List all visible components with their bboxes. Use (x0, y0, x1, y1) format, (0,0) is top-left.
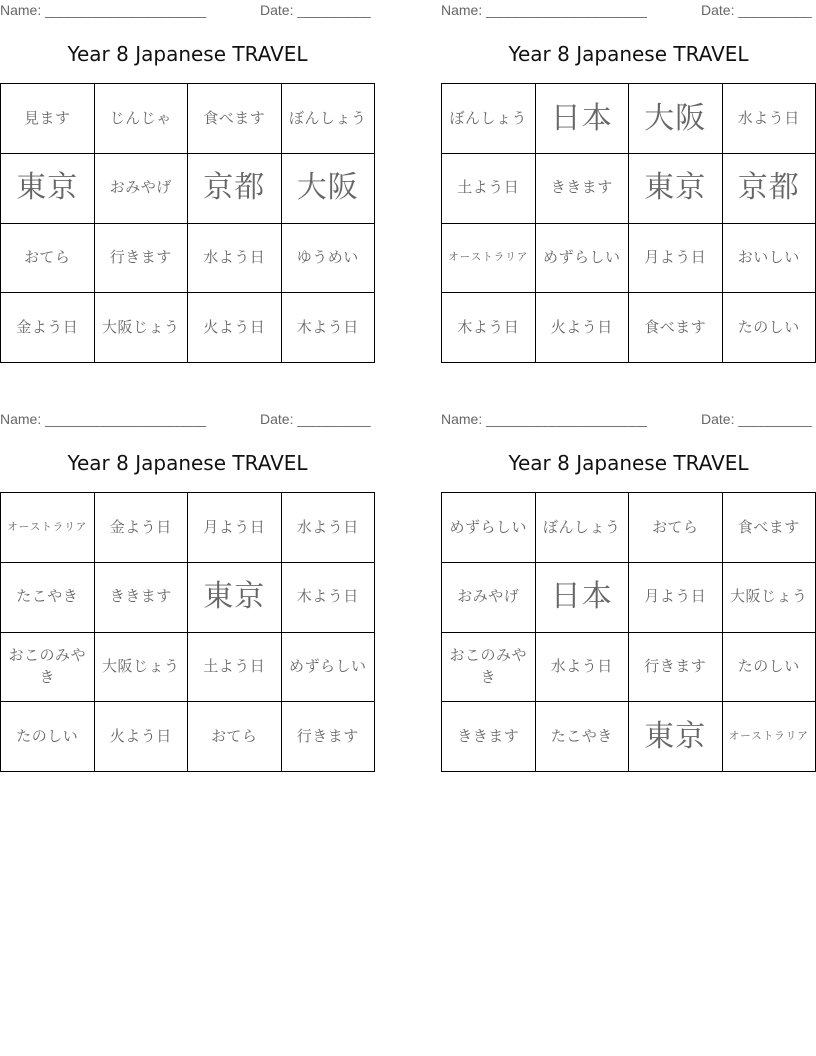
bingo-cell[interactable]: たこやき (1, 563, 95, 633)
name-field[interactable] (441, 2, 646, 18)
bingo-cell[interactable]: 水よう日 (723, 84, 816, 154)
bingo-cell[interactable]: 食べます (629, 293, 723, 363)
bingo-cell[interactable]: オーストラリア (442, 224, 536, 294)
date-field[interactable] (701, 411, 811, 427)
bingo-cell[interactable]: おてら (188, 702, 282, 772)
bingo-cell[interactable]: オーストラリア (1, 493, 95, 563)
name-label: Name: (441, 2, 483, 18)
bingo-cell[interactable]: 東京 (1, 154, 95, 224)
bingo-card-2 (441, 0, 816, 336)
name-field[interactable] (0, 411, 205, 427)
date-label: Date: (260, 411, 294, 427)
bingo-cell[interactable]: おこのみやき (442, 633, 536, 703)
bingo-cell[interactable]: 木よう日 (282, 563, 376, 633)
bingo-card-4 (441, 409, 816, 754)
date-label: Date: (701, 2, 735, 18)
card-header (0, 0, 375, 20)
bingo-cell[interactable]: 行きます (629, 633, 723, 703)
bingo-card-1 (0, 0, 375, 336)
bingo-cell[interactable]: ぼんしょう (282, 84, 376, 154)
bingo-cell[interactable]: めずらしい (536, 224, 630, 294)
bingo-cell[interactable]: ゆうめい (282, 224, 376, 294)
date-field[interactable] (701, 2, 811, 18)
bingo-cell[interactable]: おみやげ (442, 563, 536, 633)
date-field[interactable] (260, 411, 370, 427)
bingo-cell[interactable]: 水よう日 (536, 633, 630, 703)
bingo-cell[interactable]: めずらしい (282, 633, 376, 703)
bingo-cell[interactable]: たのしい (723, 633, 816, 703)
bingo-cell[interactable]: おいしい (723, 224, 816, 294)
card-header (441, 0, 816, 20)
bingo-cell[interactable]: 日本 (536, 563, 630, 633)
bingo-cell[interactable]: 食べます (723, 493, 816, 563)
bingo-cell[interactable]: 月よう日 (188, 493, 282, 563)
bingo-cell[interactable]: 大阪じょう (95, 633, 189, 703)
bingo-cell[interactable]: たのしい (723, 293, 816, 363)
bingo-card-3 (0, 409, 375, 745)
date-label: Date: (260, 2, 294, 18)
name-label: Name: (0, 2, 42, 18)
name-field[interactable] (441, 411, 646, 427)
bingo-cell[interactable]: 大阪 (282, 154, 376, 224)
bingo-cell[interactable]: ききます (536, 154, 630, 224)
bingo-cell[interactable]: ぼんしょう (442, 84, 536, 154)
bingo-cell[interactable]: 大阪じょう (723, 563, 816, 633)
bingo-cell[interactable]: 行きます (95, 224, 189, 294)
bingo-cell[interactable]: 見ます (1, 84, 95, 154)
bingo-cell[interactable]: 月よう日 (629, 563, 723, 633)
bingo-grid (0, 492, 375, 772)
date-field[interactable] (260, 2, 370, 18)
bingo-cell[interactable]: 東京 (629, 154, 723, 224)
card-title: Year 8 Japanese TRAVEL (508, 42, 749, 66)
name-line: ______________________ (45, 2, 206, 18)
bingo-cell[interactable]: ききます (95, 563, 189, 633)
bingo-cell[interactable]: 月よう日 (629, 224, 723, 294)
bingo-cell[interactable]: じんじゃ (95, 84, 189, 154)
date-line: __________ (738, 411, 812, 427)
bingo-cell[interactable]: オーストラリア (723, 702, 816, 772)
card-header (0, 409, 375, 429)
date-label: Date: (701, 411, 735, 427)
bingo-cell[interactable]: おこのみやき (1, 633, 95, 703)
name-line: ______________________ (486, 2, 647, 18)
bingo-cell[interactable]: 水よう日 (188, 224, 282, 294)
bingo-cell[interactable]: たこやき (536, 702, 630, 772)
card-title: Year 8 Japanese TRAVEL (67, 42, 308, 66)
bingo-grid (441, 83, 816, 363)
bingo-cell[interactable]: 水よう日 (282, 493, 376, 563)
bingo-cell[interactable]: 東京 (629, 702, 723, 772)
name-label: Name: (0, 411, 42, 427)
name-line: ______________________ (486, 411, 647, 427)
card-title: Year 8 Japanese TRAVEL (508, 451, 749, 475)
bingo-cell[interactable]: ぼんしょう (536, 493, 630, 563)
bingo-cell[interactable]: 食べます (188, 84, 282, 154)
bingo-cell[interactable]: おてら (629, 493, 723, 563)
bingo-cell[interactable]: 京都 (723, 154, 816, 224)
bingo-cell[interactable]: 東京 (188, 563, 282, 633)
bingo-cell[interactable]: 大阪じょう (95, 293, 189, 363)
bingo-cell[interactable]: 金よう日 (95, 493, 189, 563)
bingo-cell[interactable]: 木よう日 (442, 293, 536, 363)
bingo-cell[interactable]: 土よう日 (442, 154, 536, 224)
bingo-grid (0, 83, 375, 363)
bingo-cell[interactable]: ききます (442, 702, 536, 772)
bingo-cell[interactable]: 行きます (282, 702, 376, 772)
bingo-cell[interactable]: 京都 (188, 154, 282, 224)
name-label: Name: (441, 411, 483, 427)
date-line: __________ (738, 2, 812, 18)
bingo-cell[interactable]: めずらしい (442, 493, 536, 563)
name-field[interactable] (0, 2, 205, 18)
bingo-cell[interactable]: たのしい (1, 702, 95, 772)
bingo-grid (441, 492, 816, 772)
name-line: ______________________ (45, 411, 206, 427)
bingo-cell[interactable]: おてら (1, 224, 95, 294)
bingo-cell[interactable]: 土よう日 (188, 633, 282, 703)
bingo-cell[interactable]: おみやげ (95, 154, 189, 224)
bingo-cell[interactable]: 日本 (536, 84, 630, 154)
bingo-cell[interactable]: 火よう日 (536, 293, 630, 363)
bingo-cell[interactable]: 火よう日 (188, 293, 282, 363)
date-line: __________ (297, 411, 371, 427)
date-line: __________ (297, 2, 371, 18)
bingo-cell[interactable]: 火よう日 (95, 702, 189, 772)
bingo-cell[interactable]: 大阪 (629, 84, 723, 154)
bingo-cell[interactable]: 木よう日 (282, 293, 376, 363)
card-title: Year 8 Japanese TRAVEL (67, 451, 308, 475)
card-header (441, 409, 816, 429)
bingo-cell[interactable]: 金よう日 (1, 293, 95, 363)
